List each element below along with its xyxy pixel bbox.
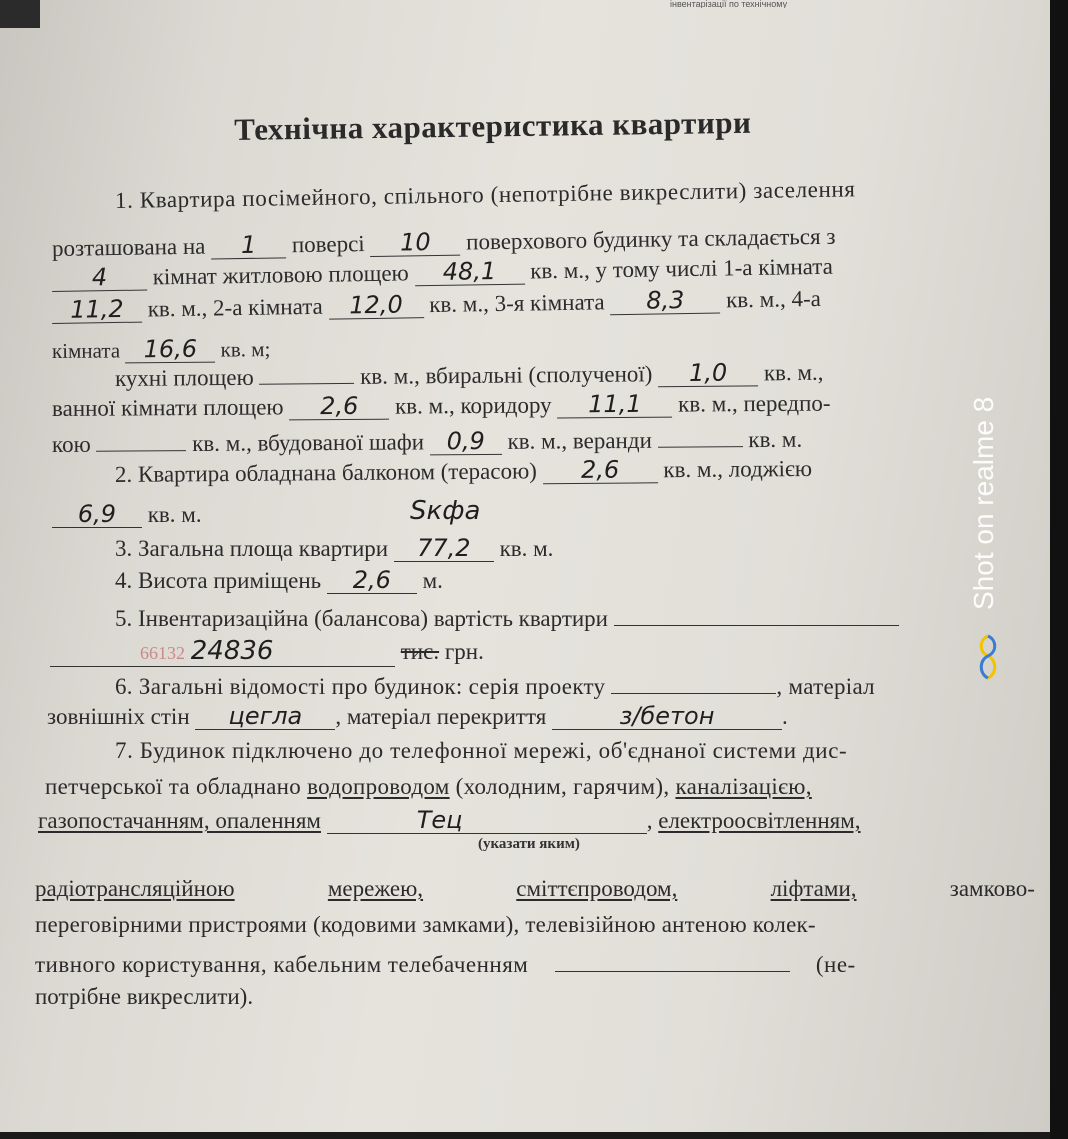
dark-corner bbox=[0, 0, 40, 28]
p1-line-5: кімната 16,6 кв. м; bbox=[51, 334, 271, 364]
dark-right-edge bbox=[1050, 0, 1068, 1139]
field-heating[interactable]: Тец bbox=[327, 808, 647, 834]
field-bath-room[interactable]: 2,6 bbox=[289, 394, 389, 421]
field-value-group[interactable] bbox=[50, 636, 395, 667]
field-floor-material[interactable]: з/бетон bbox=[552, 704, 782, 730]
field-room3[interactable]: 8,3 bbox=[610, 288, 720, 316]
field-room4[interactable]: 16,6 bbox=[125, 337, 215, 364]
field-hall-blank[interactable] bbox=[96, 427, 186, 452]
field-balcony[interactable]: 2,6 bbox=[542, 457, 657, 484]
p7-line-6: тивного користування, кабельним телебаченням (не- bbox=[35, 948, 856, 978]
p3-line: 3. Загальна площа квартири 77,2 кв. м. bbox=[115, 534, 554, 562]
field-floors-total[interactable]: 10 bbox=[370, 230, 460, 258]
field-series-blank[interactable] bbox=[611, 670, 776, 694]
field-loggia[interactable]: 6,9 bbox=[52, 502, 142, 528]
p7-line-3: газопостачанням, опаленням Тец , електроосвітленням, bbox=[38, 806, 861, 834]
field-wall-material[interactable]: цегла bbox=[195, 704, 335, 730]
p1-line-3: 4 кімнат житловою площею 48,1 кв. м., у тому числі 1-а кімната bbox=[52, 254, 833, 292]
p6-line-1: 6. Загальні відомості про будинок: серія проекту , матеріал bbox=[115, 670, 875, 700]
p2-line-2: 6,9 кв. м. bbox=[52, 502, 202, 528]
field-height[interactable]: 2,6 bbox=[327, 568, 417, 594]
field-floor[interactable]: 1 bbox=[211, 232, 286, 259]
field-kitchen-blank[interactable] bbox=[259, 360, 354, 385]
total-handwritten-note: Sкфа bbox=[410, 496, 481, 526]
p6-line-2: зовнішніх стін цегла , матеріал перекриття з/бетон . bbox=[47, 702, 788, 730]
p1-line-7: ванної кімнати площею 2,6 кв. м., коридору 11,1 кв. м., передпо- bbox=[51, 389, 831, 421]
camera-watermark: Shot on realme 8 bbox=[968, 396, 999, 610]
heating-hint: (указати яким) bbox=[478, 836, 580, 852]
p1-line-6: кухні площею кв. м., вбиральні (сполученої) 1,0 кв. м., bbox=[114, 358, 824, 391]
p1-line-1: 1. Квартира посімейного, спільного (непотрібне викреслити) заселення bbox=[114, 176, 856, 213]
p2-line-1: 2. Квартира обладнана балконом (терасою) 2,6 кв. м., лоджією bbox=[114, 455, 813, 487]
field-wardrobe[interactable]: 0,9 bbox=[430, 429, 502, 456]
field-bathroom[interactable]: 1,0 bbox=[658, 360, 758, 387]
old-value: 66132 bbox=[140, 643, 185, 663]
p7-line-1: 7. Будинок підключено до телефонної мережі, об'єднаної системи дис- bbox=[115, 738, 848, 763]
top-strip-text: інвентарізації по технічному bbox=[670, 0, 788, 8]
p1-line-8: кою кв. м., вбудованої шафи 0,9 кв. м., веранди кв. м. bbox=[52, 423, 802, 458]
p1-line-2: розташована на 1 поверсі 10 поверхового будинку та складається з bbox=[51, 223, 836, 261]
p1-line-4: 11,2 кв. м., 2-а кімната 12,0 кв. м., 3-я кімната 8,3 кв. м., 4-а bbox=[52, 286, 821, 324]
field-value: 24836 bbox=[190, 636, 274, 666]
document-title: Технічна характеристика квартири bbox=[234, 104, 752, 147]
p5-line-2: 66132 24836 тис. грн. bbox=[50, 636, 484, 667]
field-value-blank[interactable] bbox=[614, 602, 899, 626]
field-living-area[interactable]: 48,1 bbox=[414, 259, 524, 287]
field-room1[interactable]: 11,2 bbox=[52, 297, 142, 325]
p7-line-5: переговірними пристроями (кодовими замками), телевізійною антеною колек- bbox=[35, 912, 816, 937]
field-cable-blank[interactable] bbox=[555, 948, 790, 972]
p7-line-7: потрібне викреслити). bbox=[35, 984, 254, 1009]
p7-line-2: петчерської та обладнано водопроводом (холодним, гарячим), каналізацією, bbox=[45, 774, 812, 799]
p4-line: 4. Висота приміщень 2,6 м. bbox=[115, 566, 443, 594]
field-rooms-count[interactable]: 4 bbox=[52, 265, 147, 293]
realme-logo-icon bbox=[975, 632, 1001, 682]
p7-line-4: радіотрансляційною мережею, сміттєпроводом, ліфтами, замково- bbox=[35, 876, 1035, 901]
field-corridor[interactable]: 11,1 bbox=[557, 392, 672, 419]
field-veranda-blank[interactable] bbox=[657, 423, 742, 448]
field-room2[interactable]: 12,0 bbox=[328, 292, 423, 320]
p5-line-1: 5. Інвентаризаційна (балансова) вартість квартири bbox=[115, 602, 899, 632]
field-total-area[interactable]: 77,2 bbox=[394, 536, 494, 562]
